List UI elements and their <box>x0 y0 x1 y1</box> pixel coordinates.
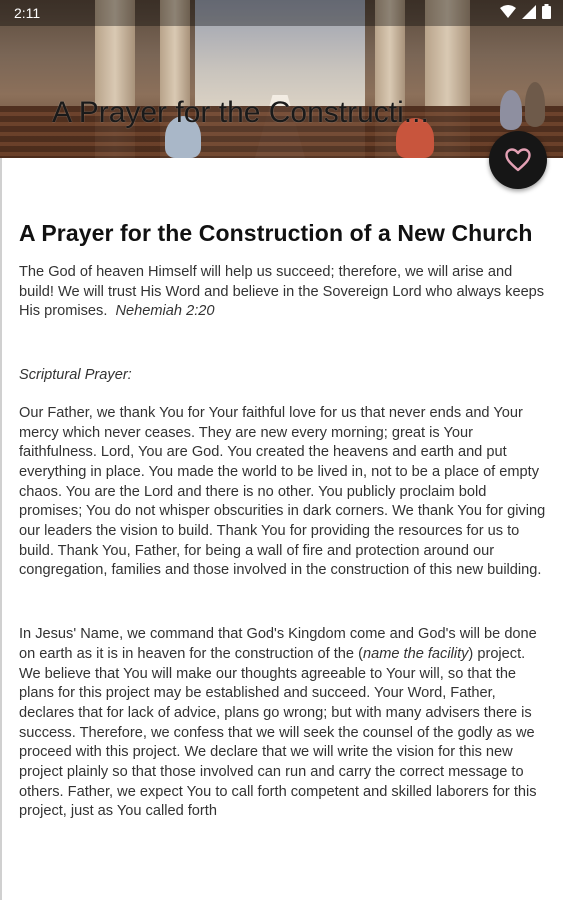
paragraph2-italic: name the facility <box>362 645 469 662</box>
article-content <box>19 220 547 822</box>
section-label-text: Scriptural Prayer: <box>19 367 132 384</box>
left-divider <box>0 158 2 900</box>
intro-paragraph <box>19 263 547 322</box>
hero-image <box>0 0 563 158</box>
prayer-paragraph-2 <box>19 625 547 822</box>
favorite-button[interactable] <box>489 131 547 189</box>
person <box>525 82 545 127</box>
paragraph2-text-a: In Jesus' Name, we command that God's Kingdom come and God's will be done on earth as it is in heaven for the construction of the ( <box>19 626 537 662</box>
paragraph2-text-b: ) project. We believe that You will make our thoughts agreeable to Your will, so that the plans for this project may be established and succeed. Your Word, Father, declares that for lack of advice, plans go wrong; but with many advisers there is success. Therefore, we confess that we will seek the counsel of the godly as we proceed with this project. We declare that we will write the vision for this new project plainly so that those involved can run and carry the correct message to others. Father, we expect You to call forth competent and skilled laborers for this project, just as You called forth <box>19 645 537 820</box>
wifi-icon <box>500 5 516 19</box>
status-icons <box>500 4 551 19</box>
person <box>500 90 522 130</box>
status-bar <box>0 0 563 26</box>
status-time: 2:11 <box>14 5 41 21</box>
battery-icon <box>542 4 551 19</box>
page-title: A Prayer for the Construction of a New Church <box>19 220 533 246</box>
intro-reference: Nehemiah 2:20 <box>115 303 215 320</box>
signal-icon <box>522 5 536 19</box>
intro-text: The God of heaven Himself will help us succeed; therefore, we will arise and build! We will trust His Word and believe in the Sovereign Lord who always keeps His promises. <box>19 264 545 320</box>
hero-title: A Prayer for the Constructi... <box>52 96 429 129</box>
prayer-paragraph-1: Our Father, we thank You for Your faithful love for us that never ends and Your mercy which never ceases. They are new every morning; great is Your faithfulness. Lord, You are God. You created the heavens and earth and put everything in place. You made the world to be lived in, not to be a place of empty chaos. You are the Lord and there is no other. You publicly proclaim bold promises; You do not whisper obscurities in dark corners. We thank You for giving our leaders the vision to build. Thank You for providing the resources for us to build. Thank You, Father, for being a wall of fire and protection around our congregation, families and those involved in the construction of this new building. <box>19 404 546 579</box>
section-label <box>19 366 547 386</box>
heart-outline-icon <box>505 148 531 172</box>
